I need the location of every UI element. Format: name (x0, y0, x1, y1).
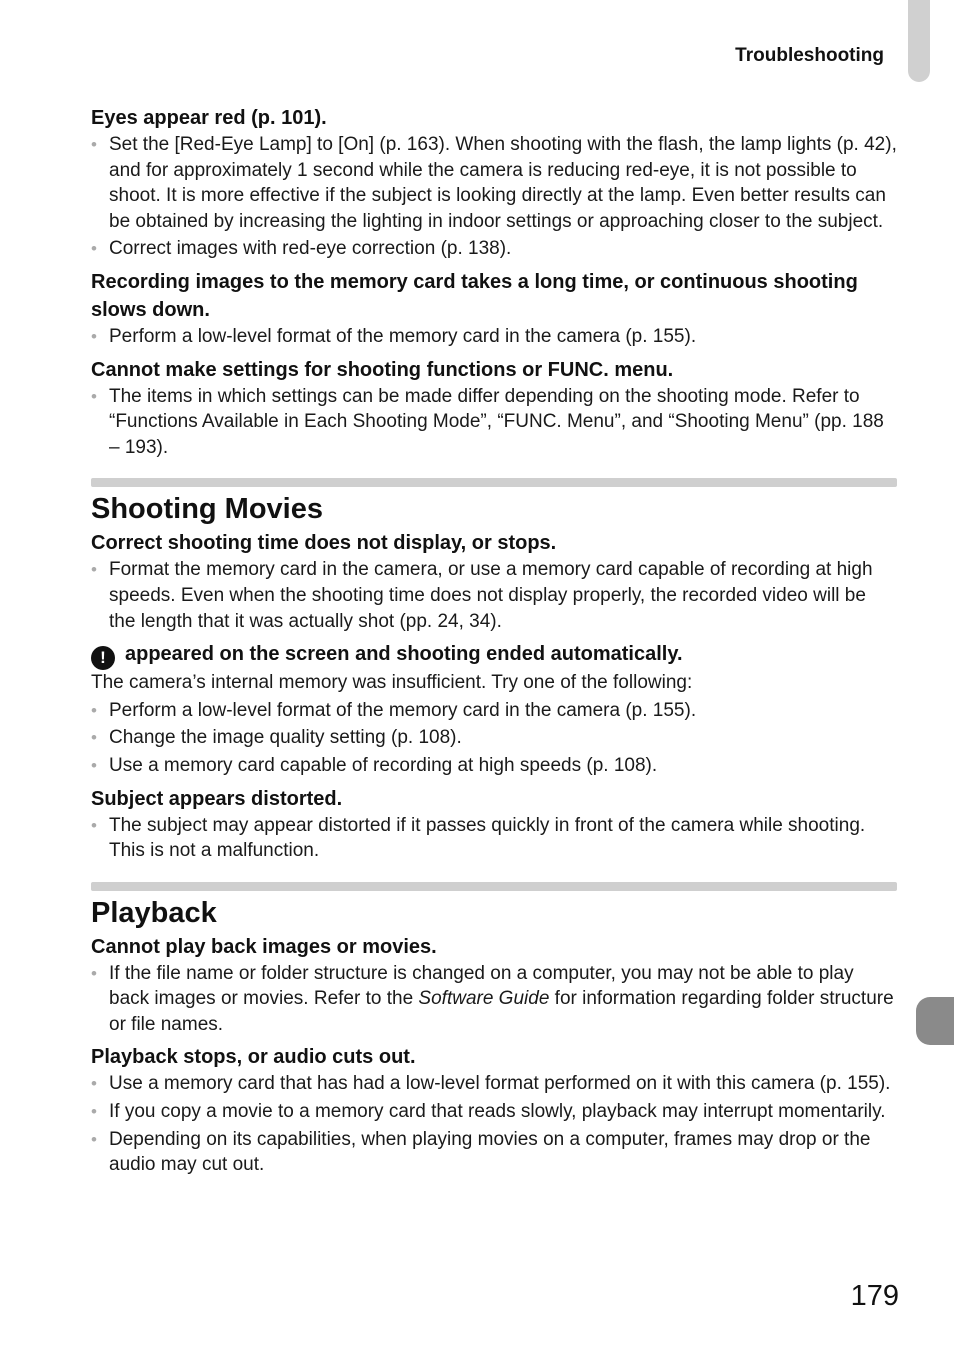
bullet-text: for information regarding folder structure or file names. (109, 988, 894, 1035)
warning-icon: ! (91, 646, 115, 670)
answer-list (91, 698, 897, 779)
chapter-tab-marker (916, 997, 954, 1045)
question-heading: Playback stops, or audio cuts out. (91, 1046, 416, 1069)
question-heading: Correct shooting time does not display, or stops. (91, 532, 557, 555)
question-heading: Recording images to the memory card takes a long time, or continuous shooting slows down. (91, 270, 858, 321)
software-guide-reference: Software Guide (418, 988, 550, 1010)
answer-list (91, 384, 897, 461)
question-heading: Cannot play back images or movies. (91, 935, 437, 958)
answer-bullet: • The subject may appear distorted if it passes quickly in front of the camera while shooting. This is not a malfunction. (91, 813, 897, 864)
running-head: Troubleshooting (735, 45, 884, 66)
question-text: appeared on the screen and shooting ended automatically. (125, 643, 683, 666)
answer-bullet: • Use a memory card capable of recording at high speeds (p. 108). (91, 753, 897, 779)
answer-list (91, 557, 897, 634)
page-number: 179 (850, 1280, 899, 1312)
chapter-tab-top (908, 0, 930, 82)
question-heading: Subject appears distorted. (91, 787, 343, 810)
question-heading: Cannot make settings for shooting functions or FUNC. menu. (91, 358, 674, 381)
answer-bullet: • The items in which settings can be made differ depending on the shooting mode. Refer to “Functions Available in Each Shooting Mode”, “FUNC. Menu”, and “Shooting Menu” (pp. 188 – 193). (91, 384, 897, 461)
bullet-text: If the file name or folder structure is changed on a computer, you may not be able to play back images or movies. Refer to the (109, 962, 854, 1010)
section-title-shooting-movies: Shooting Movies (91, 493, 323, 526)
section-divider (91, 882, 897, 891)
answer-list (91, 1071, 897, 1177)
question-heading: Eyes appear red (p. 101). (91, 107, 327, 129)
answer-bullet: • Use a memory card that has had a low-level format performed on it with this camera (p. 155). (91, 1071, 897, 1097)
answer-bullet: • Perform a low-level format of the memory card in the camera (p. 155). (91, 698, 897, 724)
answer-bullet: • Set the [Red-Eye Lamp] to [On] (p. 163). When shooting with the flash, the lamp lights (p. 42), and for approximately 1 second while the camera is reducing red-eye, it is not possible to shoot. It is more effective if the subject is looking directly at the lamp. Even better results can be obtained by increasing the lighting in indoor settings or approaching closer to the subject. (91, 132, 897, 234)
answer-bullet: • Depending on its capabilities, when playing movies on a computer, frames may drop or the audio may cut out. (91, 1127, 897, 1178)
answer-list (91, 132, 897, 262)
answer-bullet: • Correct images with red-eye correction (p. 138). (91, 236, 897, 262)
answer-bullet: • Perform a low-level format of the memory card in the camera (p. 155). (91, 324, 897, 350)
answer-list (91, 961, 897, 1038)
answer-bullet: • If you copy a movie to a memory card that reads slowly, playback may interrupt momentarily. (91, 1099, 897, 1125)
answer-bullet: • Change the image quality setting (p. 108). (91, 725, 897, 751)
answer-list (91, 324, 897, 350)
page-content (91, 104, 897, 1184)
answer-list (91, 813, 897, 864)
answer-bullet (91, 961, 897, 1038)
section-divider (91, 478, 897, 487)
question-heading (91, 640, 897, 670)
answer-bullet: • Format the memory card in the camera, or use a memory card capable of recording at high speeds. Even when the shooting time does not display properly, the recorded video will be the length that it was actually shot (pp. 24, 34). (91, 557, 897, 634)
intro-text: The camera’s internal memory was insufficient. Try one of the following: (91, 672, 693, 694)
section-title-playback: Playback (91, 896, 217, 929)
